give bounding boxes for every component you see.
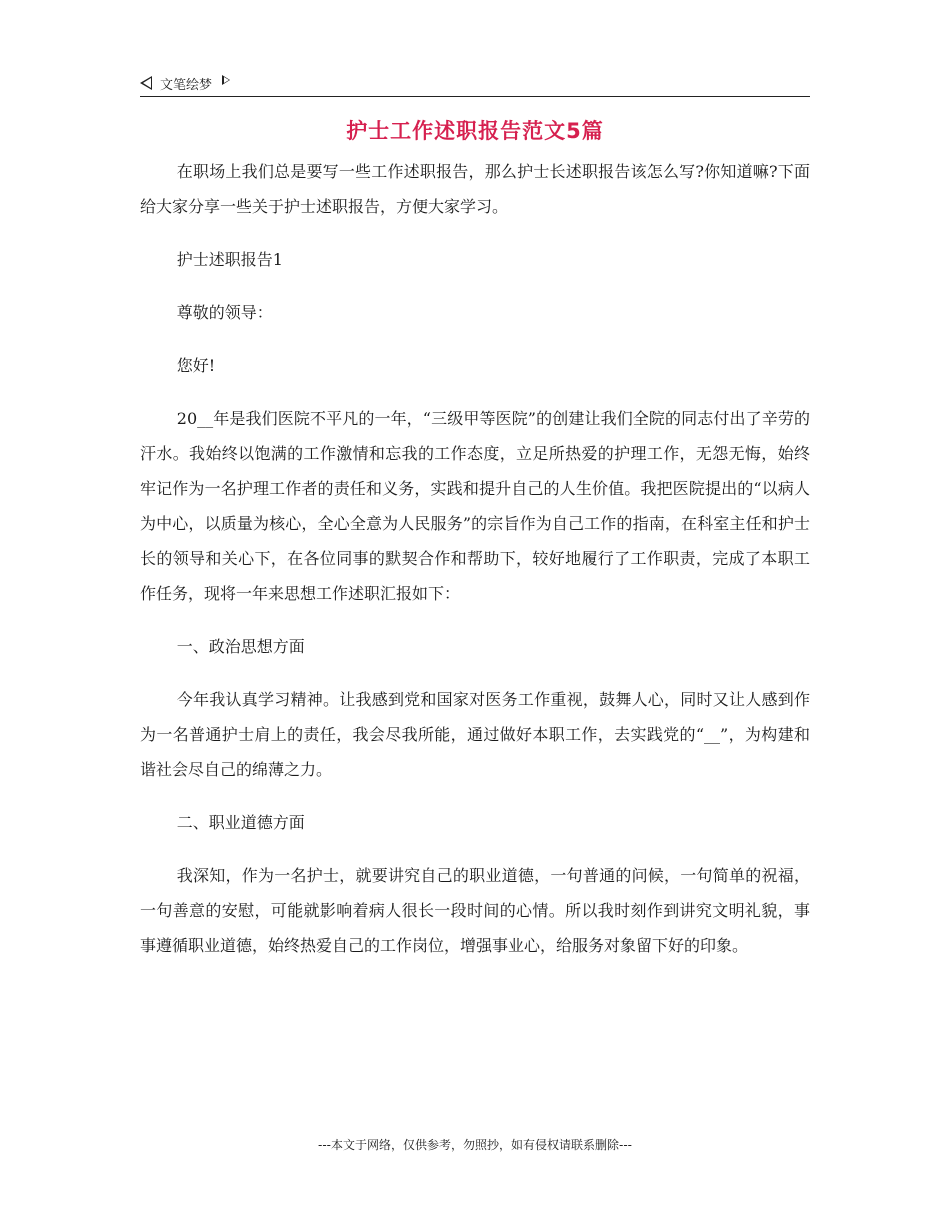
triangle-right-icon (222, 75, 230, 85)
header-brand-row (140, 72, 810, 94)
paragraph-section-ethics-heading: 二、职业道德方面 (176, 813, 305, 832)
document-body (140, 154, 810, 981)
paragraph-section-ethics: 我深知，作为一名护士，就要讲究自己的职业道德，一句普通的问候，一句简单的祝福，一句善意的安慰，可能就影响着病人很长一段时间的心情。所以我时刻作到讲究文明礼貌，事事遵循职业道德，始终热爱自己的工作岗位，增强事业心，给服务对象留下好的印象。 (140, 866, 810, 955)
page-footer-disclaimer: ---本文于网络，仅供参考，勿照抄，如有侵权请联系删除--- (318, 1138, 632, 1152)
header-brand: 文笔绘梦 (160, 77, 213, 93)
paragraph-greeting: 您好! (176, 356, 216, 375)
paragraph-report-heading: 护士述职报告1 (176, 250, 283, 269)
paragraph-section-politics: 今年我认真学习精神。让我感到党和国家对医务工作重视，鼓舞人心，同时又让人感到作为一名普通护士肩上的责任，我会尽我所能，通过做好本职工作，去实践党的“__”，为构建和谐社会尽自己的绵薄之力。 (140, 690, 810, 779)
triangle-left-icon (140, 76, 152, 90)
paragraph-section-politics-heading: 一、政治思想方面 (176, 637, 305, 656)
page-header (140, 72, 810, 97)
document-title: 护士工作述职报告范文5篇 (346, 119, 604, 143)
paragraph-salutation: 尊敬的领导： (176, 303, 273, 322)
paragraph-summary: 20__年是我们医院不平凡的一年，“三级甲等医院”的创建让我们全院的同志付出了辛劳的汗水。我始终以饱满的工作激情和忘我的工作态度，立足所热爱的护理工作，无怨无悔，始终牢记作为一名护理工作者的责任和义务，实践和提升自己的人生价值。我把医院提出的“以病人为中心，以质量为核心，全心全意为人民服务”的宗旨作为自己工作的指南，在科室主任和护士长的领导和关心下，在各位同事的默契合作和帮助下，较好地履行了工作职责，完成了本职工作任务，现将一年来思想工作述职汇报如下： (140, 409, 810, 603)
paragraph-intro: 在职场上我们总是要写一些工作述职报告，那么护士长述职报告该怎么写?你知道嘛?下面给大家分享一些关于护士述职报告，方便大家学习。 (140, 162, 810, 216)
